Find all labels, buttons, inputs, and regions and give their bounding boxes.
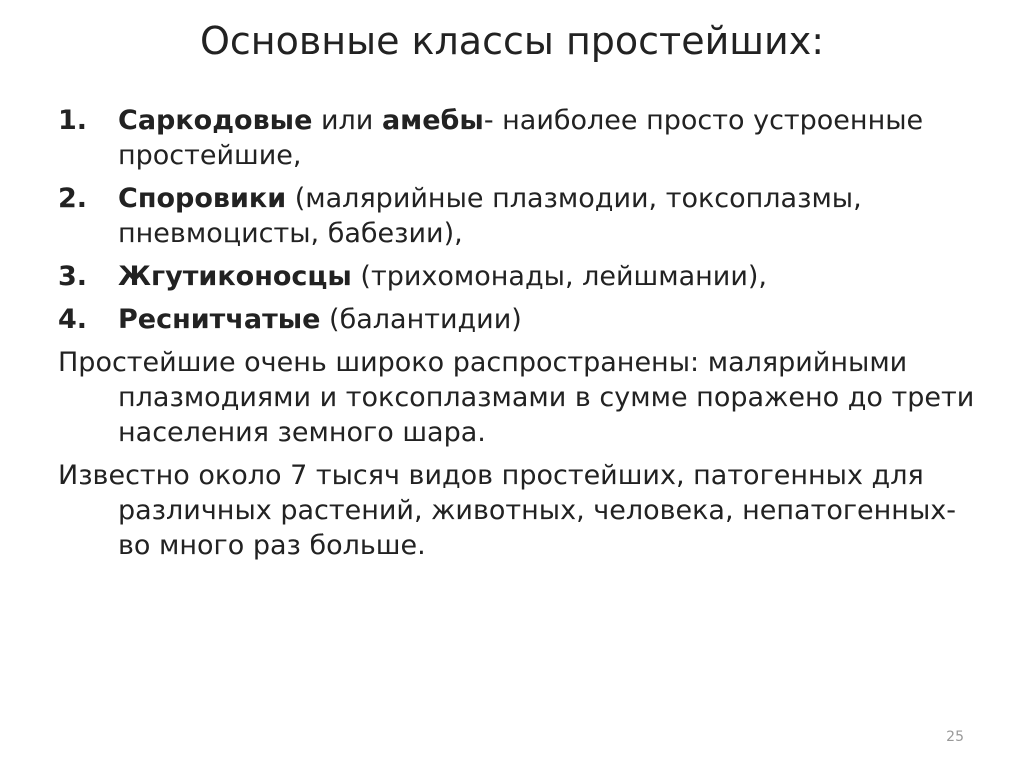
connector-text: или [312, 105, 382, 136]
class-description: (малярийные плазмодии, токсоплазмы, пневмоцисты, бабезии), [118, 183, 862, 249]
paragraph-species-count: Известно около 7 тысяч видов простейших, патогенных для различных растений, животных, человека, непатогенных- во много раз больше. [58, 460, 956, 561]
paragraph-distribution: Простейшие очень широко распространены: малярийными плазмодиями и токсоплазмами в сумме поражено до трети населения земного шара. [58, 347, 975, 448]
list-item [58, 181, 988, 251]
slide-body [58, 103, 988, 571]
class-alt-name: амебы [381, 105, 484, 136]
list-number: 2. [58, 183, 88, 214]
list-item [58, 103, 988, 173]
class-name: Саркодовые [118, 105, 313, 136]
list-number: 1. [58, 105, 88, 136]
list-item [58, 259, 988, 294]
class-description: - наиболее просто устроенные простейшие, [118, 105, 924, 171]
class-name: Реснитчатые [118, 304, 321, 335]
class-description: (балантидии) [320, 304, 522, 335]
list-number: 3. [58, 261, 88, 292]
page-number: 25 [946, 729, 964, 745]
slide-title: Основные классы простейших: [199, 19, 825, 63]
list-item [58, 302, 988, 337]
class-name: Споровики [118, 183, 287, 214]
class-name: Жгутиконосцы [118, 261, 352, 292]
class-description: (трихомонады, лейшмании), [351, 261, 768, 292]
list-number: 4. [58, 304, 88, 335]
